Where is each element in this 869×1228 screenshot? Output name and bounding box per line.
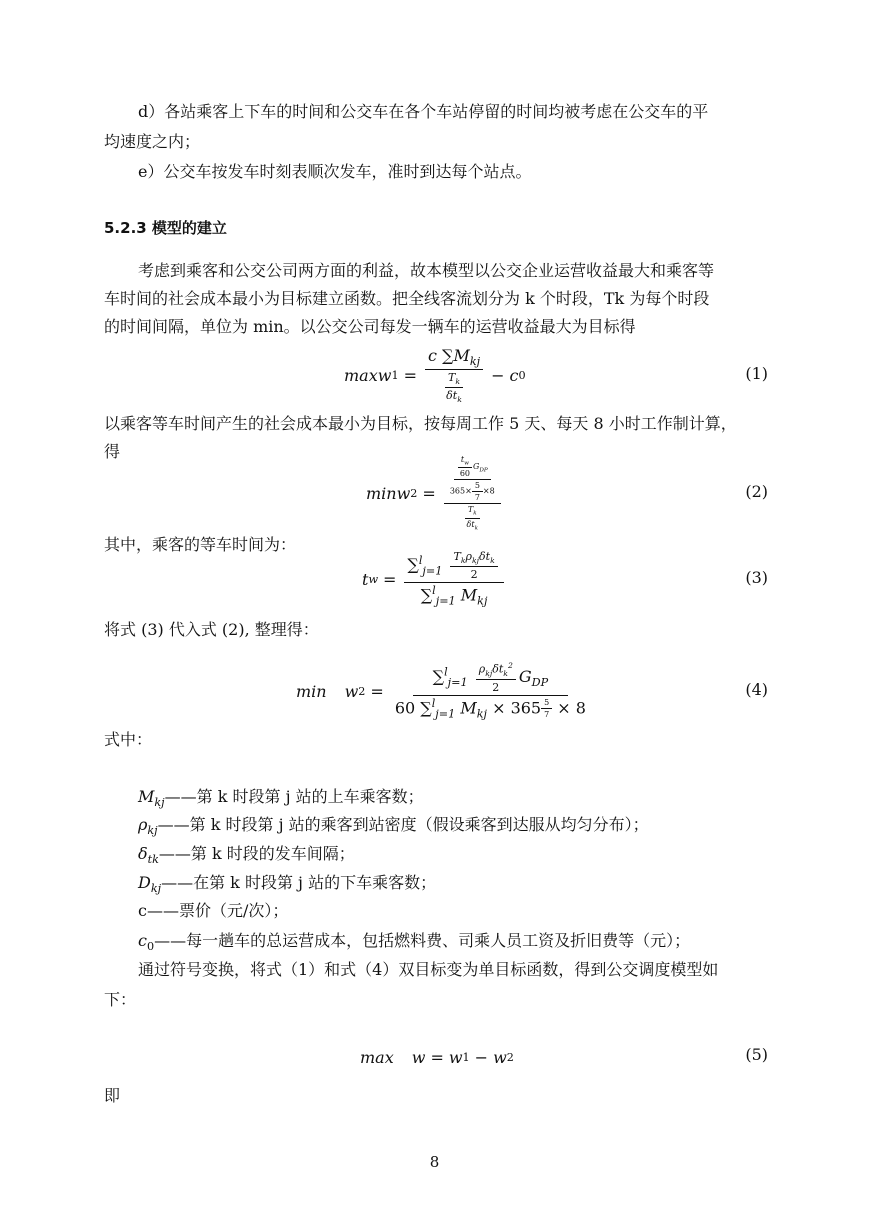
equation-5-body: max w = w 1 − w 2	[360, 1047, 514, 1067]
ji-text: 即	[104, 1086, 121, 1105]
equation-3	[104, 548, 768, 610]
definition-rho-text: ——第 k 时段第 j 站的乘客到站密度（假设乘客到达服从均匀分布）；	[157, 815, 649, 834]
definition-c: c——票价（元/次）；	[138, 901, 289, 920]
definition-mkj-text: ——第 k 时段第 j 站的上车乘客数；	[164, 787, 424, 806]
equation-4	[104, 660, 768, 722]
equation-2-body: minw 2 = $\frac{t_w}{60}$ $G_{DP}$ 365× $\frac{5}{7}$ ×8 $\frac{T_k}{\delta t_k}$	[366, 458, 504, 528]
equation-2-number: (2)	[745, 482, 768, 501]
transform-line2: 下：	[104, 990, 137, 1009]
assumption-d-line2: 均速度之内；	[104, 132, 201, 151]
definition-c0-text: ——每一趟车的总运营成本，包括燃料费、司乘人员工资及折旧费等（元）；	[154, 931, 691, 950]
where-text: 式中：	[104, 730, 153, 749]
page-number: 8	[429, 1153, 440, 1171]
definition-delta-text: ——第 k 时段的发车间隔；	[158, 844, 355, 863]
intro-line3: 的时间间隔，单位为 min。以公交公司每发一辆车的运营收益最大为目标得	[104, 317, 636, 336]
equation-5-number: (5)	[745, 1045, 768, 1064]
wait-time-text: 其中，乘客的等车时间为：	[104, 535, 297, 554]
equation-1-body: maxw 1 = $\frac{c \sum M_{kj}}{\frac{T_k}{\delta t_k}}$ − c 0	[344, 345, 526, 405]
equation-4-number: (4)	[745, 680, 768, 699]
equation-3-number: (3)	[745, 568, 768, 587]
section-heading: 5.2.3 模型的建立	[104, 219, 227, 237]
definition-mkj: $M_{kj}——$第 k 时段第 j 站的上车乘客数；	[138, 787, 424, 810]
transform-line1: 通过符号变换，将式（1）和式（4）双目标变为单目标函数，得到公交调度模型如	[138, 960, 719, 979]
equation-4-body: min w 2 = ∑$^l_{j=1}$ $\frac{\rho_{kj}\delta t_k^2}{2}$ $G_{DP}$ 60 ∑$^l_{j=1}$ $M_{kj} \times 365$ $\frac{5}{7}$ × 8	[296, 661, 586, 721]
intro-line2: 车时间的社会成本最小为目标建立函数。把全线客流划分为 k 个时段，Tk 为每个时段	[104, 289, 710, 308]
definition-dkj-text: ——在第 k 时段第 j 站的下车乘客数；	[161, 873, 437, 892]
equation-1	[104, 345, 768, 405]
assumption-d-line1: d）各站乘客上下车的时间和公交车在各个车站停留的时间均被考虑在公交车的平	[138, 102, 709, 121]
definition-dkj: $D_{kj}——$在第 k 时段第 j 站的下车乘客数；	[138, 873, 437, 896]
equation-3-body: t w = ∑$^l_{j=1}$ $\frac{T_k\rho_{kj}\delta t_k}{2}$ ∑$^l_{j=1}$ $M_{kj}$	[362, 548, 507, 610]
assumption-e: e）公交车按发车时刻表顺次发车，准时到达每个站点。	[138, 162, 532, 181]
equation-2	[104, 454, 768, 532]
definition-rho: $\rho_{kj}——$第 k 时段第 j 站的乘客到站密度（假设乘客到达服从均匀分布）；	[138, 815, 649, 838]
objective2-line2: 得	[104, 442, 121, 461]
equation-5	[104, 1042, 768, 1072]
substitution-text: 将式 (3) 代入式 (2), 整理得：	[104, 620, 319, 639]
definition-delta: $\delta_{tk}——$第 k 时段的发车间隔；	[138, 844, 355, 867]
equation-1-number: (1)	[745, 364, 768, 383]
objective2-line1: 以乘客等车时间产生的社会成本最小为目标，按每周工作 5 天、每天 8 小时工作制计算，	[104, 414, 737, 433]
intro-line1: 考虑到乘客和公交公司两方面的利益，故本模型以公交企业运营收益最大和乘客等	[138, 261, 715, 280]
definition-c0: $c_0——$每一趟车的总运营成本，包括燃料费、司乘人员工资及折旧费等（元）；	[138, 931, 691, 954]
